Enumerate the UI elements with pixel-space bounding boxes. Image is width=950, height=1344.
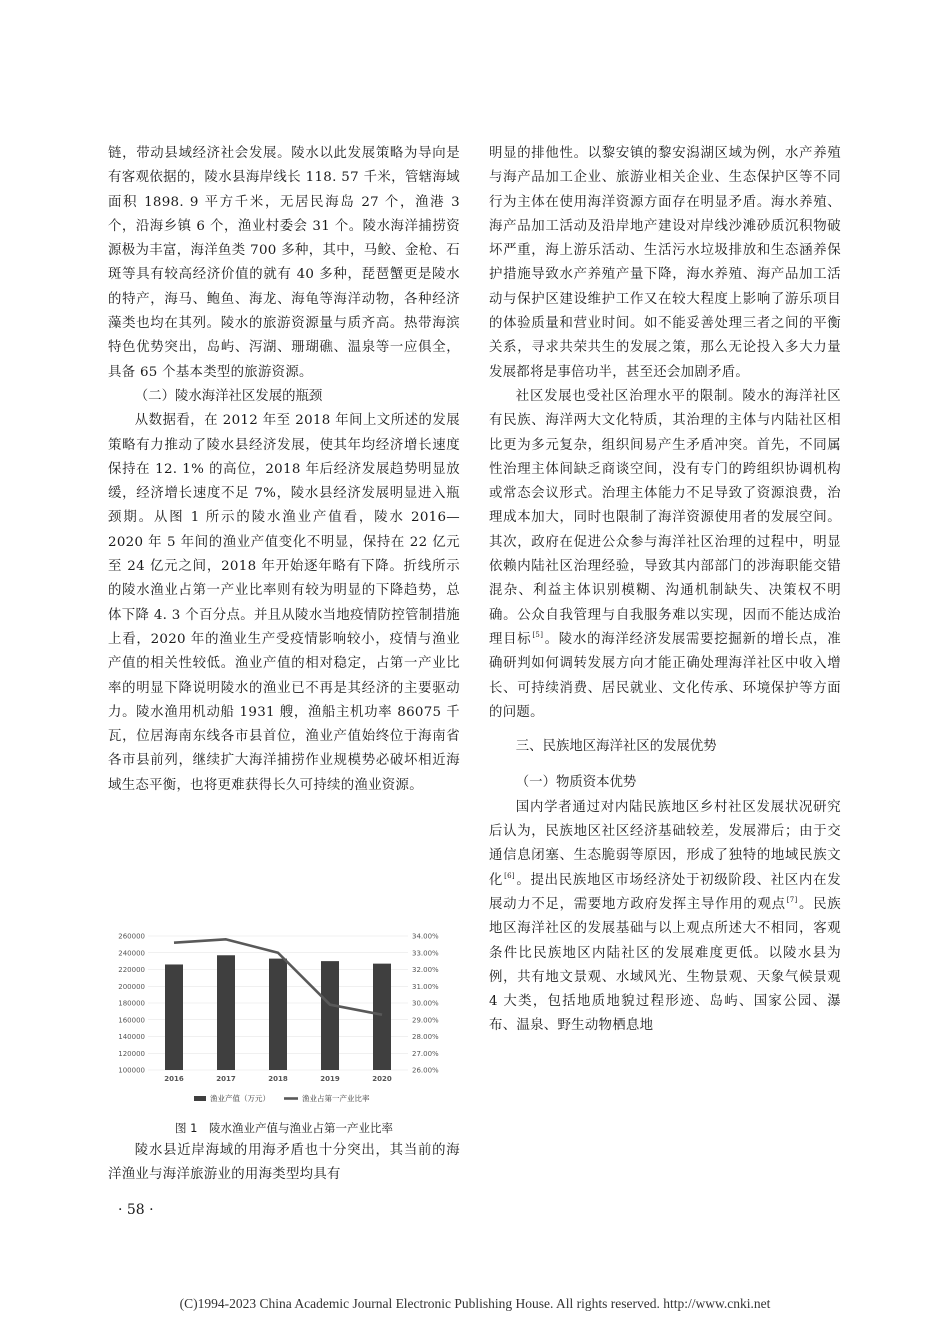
y-right-tick-label: 27.00%	[412, 1049, 439, 1058]
copyright-footer: (C)1994-2023 China Academic Journal Electronic Publishing House. All rights reserved. http://www.cnki.net	[179, 1296, 771, 1311]
y-left-tick-label: 160000	[118, 1016, 145, 1025]
figure-1	[108, 922, 460, 1138]
page-number: · 58 ·	[118, 1202, 154, 1218]
x-tick-label: 2019	[320, 1075, 340, 1083]
legend-swatch-bar	[194, 1096, 206, 1101]
x-tick-label: 2020	[372, 1075, 392, 1083]
left-paragraph-2: 从数据看，在 2012 年至 2018 年间上文所述的发展策略有力推动了陵水县经济发展，使其年均经济增长速度保持在 12. 1% 的高位，2018 年后经济发展趋势明显放缓，经济增长速度不足 7%，陵水县经济发展明显进入瓶颈期。从图 1 所示的陵水渔业产值看，陵水 2016—2020 年 5 年间的渔业产值变化不明显，保持在 22 亿元至 24 亿元之间，2018 年开始逐年略有下降。折线所示的陵水渔业占第一产业比率则有较为明显的下降趋势，总体下降 4. 3 个百分点。并且从陵水当地疫情防控管制措施上看，2020 年的渔业生产受疫情影响较小，疫情与渔业产值的相关性较低。渔业产值的相对稳定，占第一产业比率的明显下降说明陵水的渔业已不再是其经济的主要驱动力。陵水渔用机动船 1931 艘，渔船主机功率 86075 千瓦，位居海南东线各市县首位，渔业产值始终位于海南省各市县前列，继续扩大海洋捕捞作业规模势必破坏相近海域生态平衡，也将更难获得长久可持续的渔业资源。	[108, 413, 460, 793]
x-tick-label: 2017	[216, 1075, 236, 1083]
right-paragraph-2-text-a: 社区发展也受社区治理水平的限制。陵水的海洋社区有民族、海洋两大文化特质，其治理的主体与内陆社区相比更为多元复杂，组织间易产生矛盾冲突。首先，不同属性治理主体间缺乏商谈空间，没有专门的跨组织协调机构或常态会议形式。治理主体能力不足导致了资源浪费，治理成本加大，同时也限制了海洋资源使用者的发展空间。其次，政府在促进公众参与海洋社区治理的过程中，明显依赖内陆社区治理经验，导致其内部部门的涉海职能交错混杂、利益主体识别模糊、沟通机制缺失、决策权不明确。公众自我管理与自我服务难以实现，因而不能达成治理目标	[489, 388, 841, 647]
left-continuation	[108, 1139, 460, 1188]
y-right-tick-label: 30.00%	[412, 999, 439, 1008]
bar	[321, 961, 339, 1070]
y-left-tick-label: 240000	[118, 949, 145, 958]
fishery-chart	[108, 922, 460, 1112]
right-paragraph-3-text-b: 。提出民族地区市场经济处于初级阶段、社区内在发展动力不足，需要地方政府发挥主导作用的观点	[489, 872, 841, 912]
y-right-tick-label: 33.00%	[412, 949, 439, 958]
legend-label-line: 渔业占第一产业比率	[302, 1094, 370, 1103]
right-paragraph-2	[489, 385, 841, 725]
y-right-tick-label: 32.00%	[412, 966, 439, 974]
right-paragraph-3	[489, 796, 841, 1039]
y-left-tick-label: 220000	[118, 966, 145, 974]
right-paragraph-3-text-c: 。民族地区海洋社区的发展基础与以上观点所述大不相同，客观条件比民族地区内陆社区的发展难度更低。以陵水县为例，共有地文景观、水域风光、生物景观、天象气候景观 4 大类，包括地质地貌过程形迹、岛屿、国家公园、瀑布、温泉、野生动物栖息地	[489, 896, 841, 1034]
section-heading-bottleneck: （二）陵水海洋社区发展的瓶颈	[134, 388, 323, 404]
left-paragraph-3: 陵水县近岸海域的用海矛盾也十分突出，其当前的海洋渔业与海洋旅游业的用海类型均具有	[108, 1143, 460, 1183]
left-column	[108, 142, 460, 798]
section-heading-3: 三、民族地区海洋社区的发展优势	[515, 739, 717, 755]
y-left-tick-label: 260000	[118, 932, 145, 941]
y-left-tick-label: 120000	[118, 1049, 145, 1058]
citation-7: [7]	[786, 896, 798, 905]
figure-caption: 图 1 陵水渔业产值与渔业占第一产业比率	[175, 1121, 393, 1135]
right-paragraph-3-text-a: 国内学者通过对内陆民族地区乡村社区发展状况研究后认为，民族地区社区经济基础较差，发展滞后；由于交通信息闭塞、生态脆弱等原因，形成了独特的地域民族文化	[489, 799, 841, 888]
bar	[217, 955, 235, 1070]
bar	[269, 959, 287, 1070]
legend-label-bar: 渔业产值（万元）	[210, 1094, 270, 1103]
left-paragraph-1: 链，带动县域经济社会发展。陵水以此发展策略为导向是有客观依据的，陵水县海岸线长 118. 57 千米，管辖海域面积 1898. 9 平方千米，无居民海岛 27 个，渔港 3 个，沿海乡镇 6 个，渔业村委会 31 个。陵水海洋捕捞资源极为丰富，海洋鱼类 700 多种，其中，马鲛、金枪、石斑等具有较高经济价值的就有 40 多种，琵琶蟹更是陵水的特产，海马、鲍鱼、海龙、海龟等海洋动物，各种经济藻类也均在其列。陵水的旅游资源量与质齐高。热带海滨特色优势突出，岛屿、泻湖、珊瑚礁、温泉等一应俱全，具备 65 个基本类型的旅游资源。	[108, 146, 460, 380]
right-paragraph-1: 明显的排他性。以黎安镇的黎安潟湖区域为例，水产养殖与海产品加工企业、旅游业相关企业、生态保护区等不同行为主体在使用海洋资源方面存在明显矛盾。海水养殖、海产品加工活动及沿岸地产建设对岸线沙滩砂质沉积物破坏严重，海上游乐活动、生活污水垃圾排放和生态涵养保护措施导致水产养殖产量下降，海水养殖、海产品加工活动与保护区建设维护工作又在较大程度上影响了游乐项目的体验质量和营业时间。如不能妥善处理三者之间的平衡关系，寻求共荣共生的发展之策，那么无论投入多大力量发展都将是事倍功半，甚至还会加剧矛盾。	[489, 146, 841, 380]
y-left-tick-label: 140000	[118, 1033, 145, 1041]
citation-6: [6]	[504, 872, 515, 881]
y-left-tick-label: 180000	[118, 999, 145, 1008]
bar	[165, 964, 183, 1070]
right-column	[489, 142, 841, 1039]
y-right-tick-label: 34.00%	[412, 932, 439, 941]
x-tick-label: 2018	[268, 1075, 288, 1083]
right-paragraph-2-text-b: 。陵水的海洋经济发展需要挖掘新的增长点，准确研判如何调转发展方向才能正确处理海洋社区中收入增长、可持续消费、居民就业、文化传承、环境保护等方面的问题。	[489, 631, 841, 720]
citation-5: [5]	[532, 631, 544, 640]
y-left-tick-label: 100000	[118, 1066, 145, 1075]
y-right-tick-label: 28.00%	[412, 1033, 439, 1041]
y-right-tick-label: 29.00%	[412, 1016, 439, 1025]
subsection-heading-material-capital: （一）物质资本优势	[515, 775, 637, 791]
y-right-tick-label: 31.00%	[412, 982, 439, 991]
y-right-tick-label: 26.00%	[412, 1066, 439, 1075]
x-tick-label: 2016	[164, 1075, 184, 1083]
y-left-tick-label: 200000	[118, 982, 145, 991]
bar	[373, 964, 391, 1070]
